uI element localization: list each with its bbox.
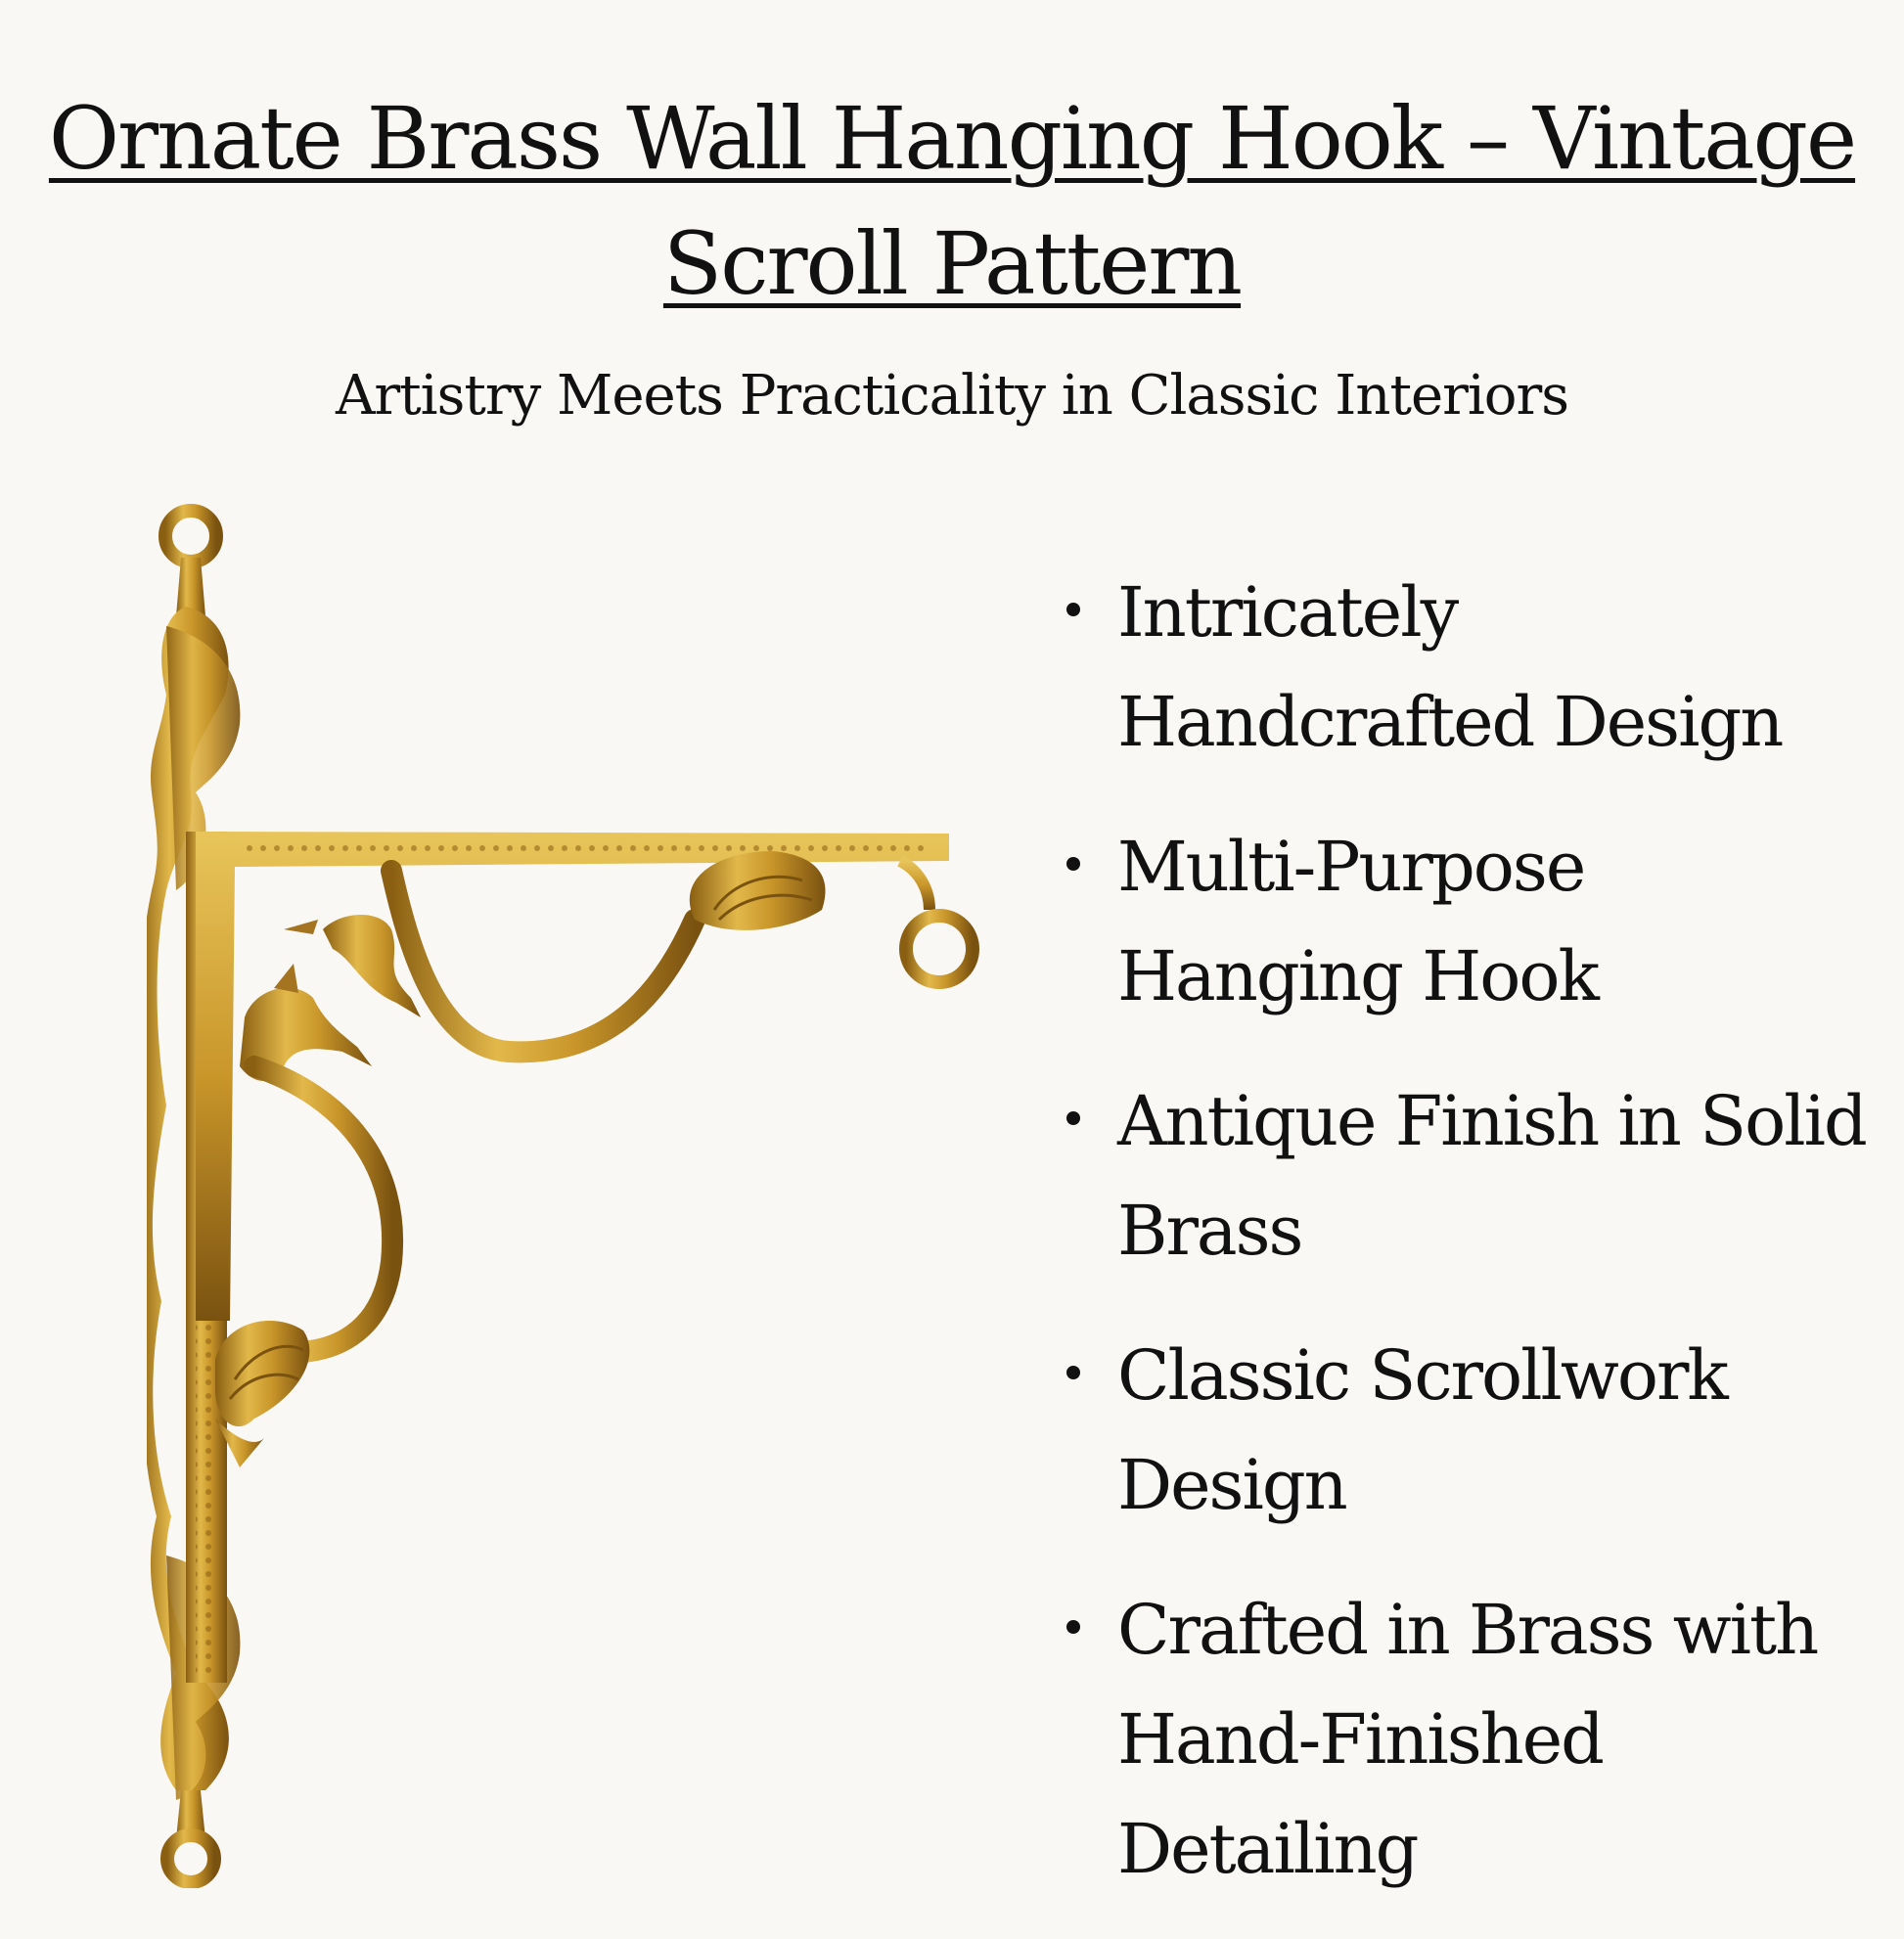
feature-item — [1066, 1066, 1888, 1285]
bullet-icon — [1066, 1366, 1080, 1379]
feature-text: Multi-Purpose Hanging Hook — [1117, 827, 1598, 1016]
feature-text: Classic Scrollwork Design — [1117, 1335, 1727, 1525]
product-title: Ornate Brass Wall Hanging Hook – Vintage Scroll Pattern — [48, 88, 1856, 314]
feature-item — [1066, 1321, 1888, 1540]
feature-text: Intricately Handcrafted Design — [1117, 572, 1783, 762]
feature-list — [1066, 558, 1888, 1939]
feature-item — [1066, 558, 1888, 777]
product-subtitle: Artistry Meets Practicality in Classic Interiors — [335, 364, 1569, 428]
bullet-icon — [1066, 603, 1080, 616]
feature-text: Crafted in Brass with Hand-Finished Detailing — [1117, 1590, 1818, 1889]
feature-item — [1066, 812, 1888, 1031]
feature-text: Antique Finish in Solid Brass — [1117, 1081, 1866, 1271]
feature-item — [1066, 1575, 1888, 1904]
bullet-icon — [1066, 857, 1080, 871]
bullet-icon — [1066, 1620, 1080, 1634]
bullet-icon — [1066, 1111, 1080, 1125]
brass-hook-image — [147, 499, 988, 1888]
